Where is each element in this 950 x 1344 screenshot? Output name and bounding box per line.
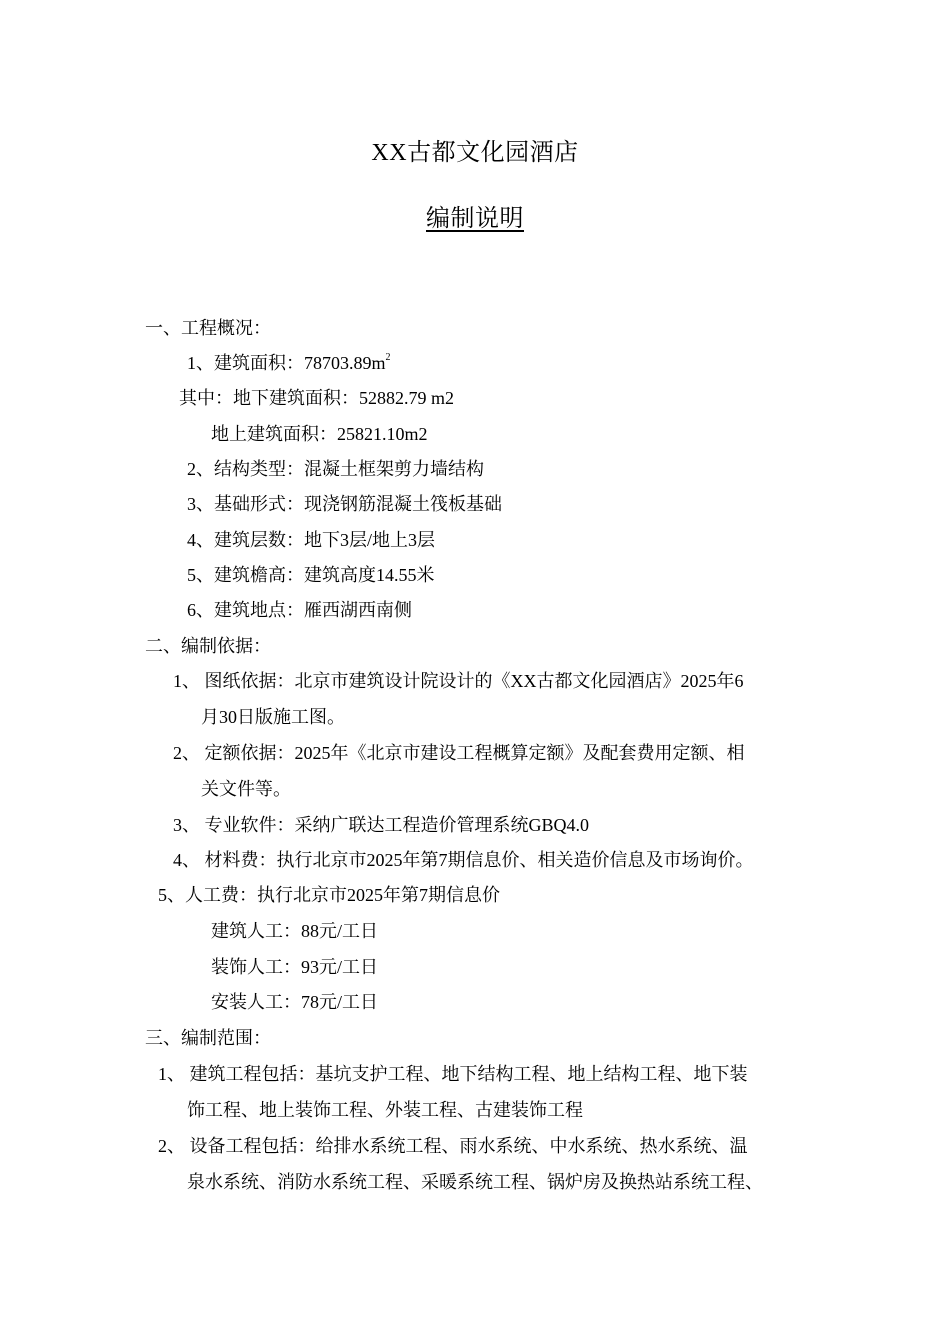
software-line: 3、 专业软件：采纳广联达工程造价管理系统GBQ4.0 [173, 815, 590, 835]
drawing-basis-line2: 月30日版施工图。 [201, 707, 345, 727]
equipment-scope-line1: 2、 设备工程包括：给排水系统工程、雨水系统、中水系统、热水系统、温 [158, 1136, 748, 1156]
building-area-text: 1、建筑面积：78703.89m [187, 353, 386, 373]
section2-heading: 二、编制依据： [145, 636, 271, 656]
underground-area-line: 其中：地下建筑面积：52882.79 m2 [179, 388, 454, 408]
building-height-line: 5、建筑檐高：建筑高度14.55米 [187, 565, 435, 585]
area-superscript: 2 [385, 352, 391, 363]
quota-basis-line1: 2、 定额依据：2025年《北京市建设工程概算定额》及配套费用定额、相 [173, 743, 745, 763]
building-location-line: 6、建筑地点：雁西湖西南侧 [187, 600, 412, 620]
material-cost-line: 4、 材料费：执行北京市2025年第7期信息价、相关造价信息及市场询价。 [173, 850, 754, 870]
document-title: XX古都文化园酒店 [371, 140, 579, 166]
labor-decoration-line: 装饰人工：93元/工日 [211, 957, 379, 977]
equipment-scope-line2: 泉水系统、消防水系统工程、采暖系统工程、锅炉房及换热站系统工程、 [187, 1172, 763, 1192]
aboveground-area-line: 地上建筑面积：25821.10m2 [211, 424, 428, 444]
structure-type-line: 2、结构类型：混凝土框架剪力墙结构 [187, 459, 484, 479]
construction-scope-line2: 饰工程、地上装饰工程、外装工程、古建装饰工程 [187, 1100, 583, 1120]
construction-scope-line1: 1、 建筑工程包括：基坑支护工程、地下结构工程、地上结构工程、地下装 [158, 1064, 748, 1084]
section1-heading: 一、工程概况： [145, 318, 271, 338]
subtitle-text: 编制说明 [426, 206, 524, 232]
labor-cost-line: 5、人工费：执行北京市2025年第7期信息价 [158, 885, 500, 905]
labor-building-line: 建筑人工：88元/工日 [211, 921, 379, 941]
labor-install-line: 安装人工：78元/工日 [211, 992, 379, 1012]
document-subtitle [0, 198, 950, 233]
building-area-line [187, 351, 391, 375]
drawing-basis-line1: 1、 图纸依据：北京市建筑设计院设计的《XX古都文化园酒店》2025年6 [173, 671, 744, 691]
foundation-type-line: 3、基础形式：现浇钢筋混凝土筏板基础 [187, 494, 502, 514]
floor-count-line: 4、建筑层数：地下3层/地上3层 [187, 530, 435, 550]
section3-heading: 三、编制范围： [145, 1028, 271, 1048]
quota-basis-line2: 关文件等。 [201, 779, 291, 799]
